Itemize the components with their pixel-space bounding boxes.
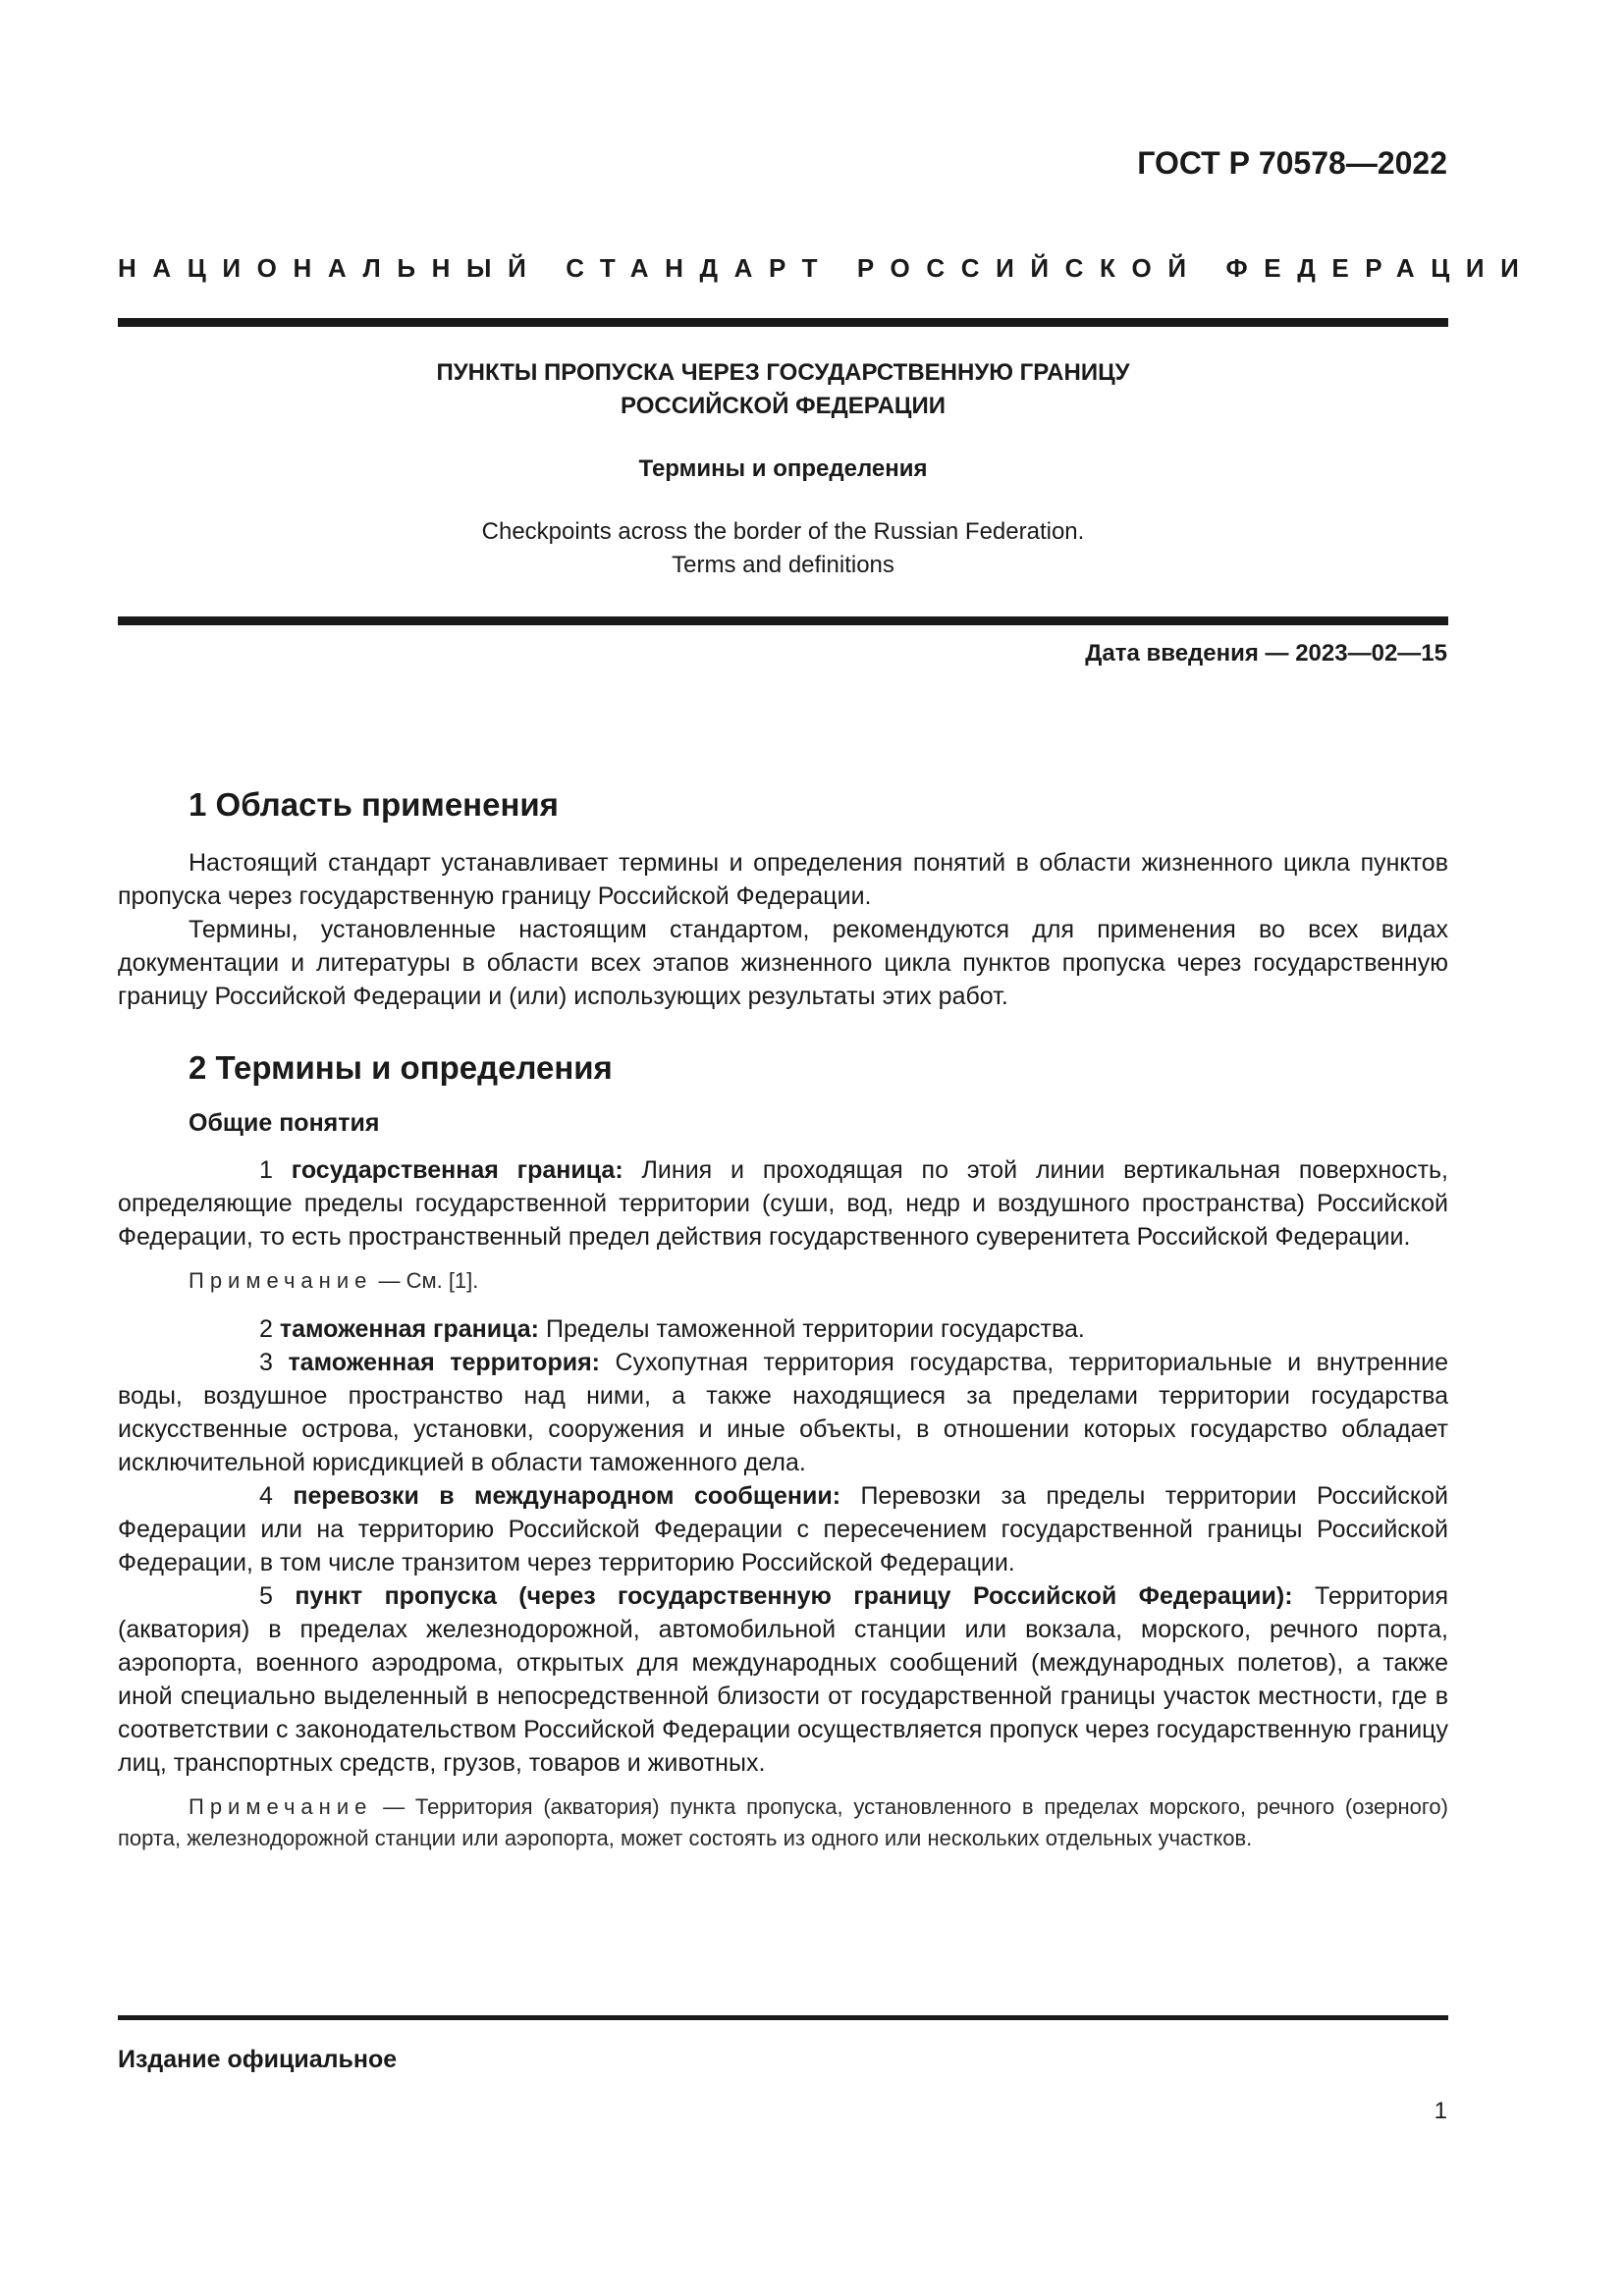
note-text: — Территория (акватория) пункта пропуска, установленного в пределах морского, речного (озерного) порта, железнодорожной станции или аэропорта, может состоять из одного или нескольких отдельных участков. xyxy=(118,1794,1448,1850)
note-label: Примечание xyxy=(189,1268,373,1293)
term-definition: Пределы таможенной территории государства. xyxy=(545,1315,1085,1343)
general-concepts-subheading: Общие понятия xyxy=(189,1109,380,1137)
middle-divider xyxy=(118,616,1448,625)
note-text: — См. [1]. xyxy=(378,1268,479,1293)
term-definition: Территория (акватория) в пределах железнодорожной, автомобильной станции или вокзала, морского, речного порта, аэропорта, военного аэродрома, открытых для международных сообщений (международных полетов), а также иной специально выделенный в непосредственной близости от государственной границы участок местности, где в соответствии с законодательством Российской Федерации осуществляется пропуск через государственную границу лиц, транспортных средств, грузов, товаров и животных. xyxy=(118,1582,1449,1777)
title-line-2: РОССИЙСКОЙ ФЕДЕРАЦИИ xyxy=(621,393,946,419)
gost-number: ГОСТ Р 70578—2022 xyxy=(1137,145,1447,181)
term-definition: Перевозки за пределы территории Российской Федерации или на территорию Российской Федерации с пересечением государственной границы Российской Федерации, в том числе транзитом через территорию Российской Федерации. xyxy=(118,1482,1448,1576)
document-body xyxy=(118,785,1448,1870)
english-title-line-2: Terms and definitions xyxy=(672,552,894,578)
term-number: 5 xyxy=(259,1582,273,1610)
term-name: пункт пропуска (через государственную границу Российской Федерации): xyxy=(295,1582,1293,1610)
top-divider xyxy=(118,318,1448,327)
note-1 xyxy=(118,1265,1448,1297)
term-definition: Линия и проходящая по этой линии вертикальная поверхность, определяющие пределы государственной территории (суши, вод, недр и воздушного пространства) Российской Федерации, то есть пространственный предел действия государственного суверенитета Российской Федерации. xyxy=(118,1156,1448,1251)
term-name: государственная граница: xyxy=(291,1156,623,1184)
term-number: 4 xyxy=(259,1482,273,1510)
english-title-line-1: Checkpoints across the border of the Russian Federation. xyxy=(481,518,1085,545)
section-2-heading: 2 Термины и определения xyxy=(189,1049,613,1086)
page-number: 1 xyxy=(1434,2098,1447,2124)
bottom-divider xyxy=(118,2015,1448,2020)
official-edition-label: Издание официальное xyxy=(118,2046,398,2073)
title-line-1: ПУНКТЫ ПРОПУСКА ЧЕРЕЗ ГОСУДАРСТВЕННУЮ ГРАНИЦУ xyxy=(436,359,1130,386)
note-2 xyxy=(118,1791,1448,1854)
section-1-paragraph-1: Настоящий стандарт устанавливает термины и определения понятий в области жизненного цикла пунктов пропуска через государственную границу Российской Федерации. xyxy=(118,849,1448,910)
section-1-paragraph-2: Термины, установленные настоящим стандартом, рекомендуются для применения во всех видах документации и литературы в области всех этапов жизненного цикла пунктов пропуска через государственную границу Российской Федерации и (или) использующих результаты этих работ. xyxy=(118,916,1448,1010)
document-title xyxy=(118,356,1448,423)
term-name: таможенная граница: xyxy=(279,1315,540,1343)
note-label: Примечание xyxy=(189,1794,373,1819)
term-number: 2 xyxy=(259,1315,273,1343)
term-number: 1 xyxy=(259,1156,273,1184)
document-subtitle: Термины и определения xyxy=(638,455,928,482)
term-name: перевозки в международном сообщении: xyxy=(293,1482,841,1510)
term-entry-4 xyxy=(118,1479,1448,1579)
introduction-date: Дата введения — 2023—02—15 xyxy=(1085,640,1447,667)
term-name: таможенная территория: xyxy=(288,1349,600,1376)
term-definition: Сухопутная территория государства, территориальные и внутренние воды, воздушное пространство над ними, а также находящиеся за пределами территории государства искусственные острова, установки, сооружения и иные объекты, в отношении которых государство обладает исключительной юрисдикцией в области таможенного дела. xyxy=(118,1349,1448,1476)
term-entry-3 xyxy=(118,1346,1448,1479)
term-number: 3 xyxy=(259,1349,273,1376)
section-1-heading: 1 Область применения xyxy=(189,786,559,823)
english-title xyxy=(118,515,1448,582)
term-entry-5 xyxy=(118,1579,1448,1780)
term-entry-1 xyxy=(118,1153,1448,1254)
national-standard-banner: НАЦИОНАЛЬНЫЙ СТАНДАРТ РОССИЙСКОЙ ФЕДЕРАЦИИ xyxy=(118,253,1536,283)
term-entry-2 xyxy=(118,1312,1448,1346)
